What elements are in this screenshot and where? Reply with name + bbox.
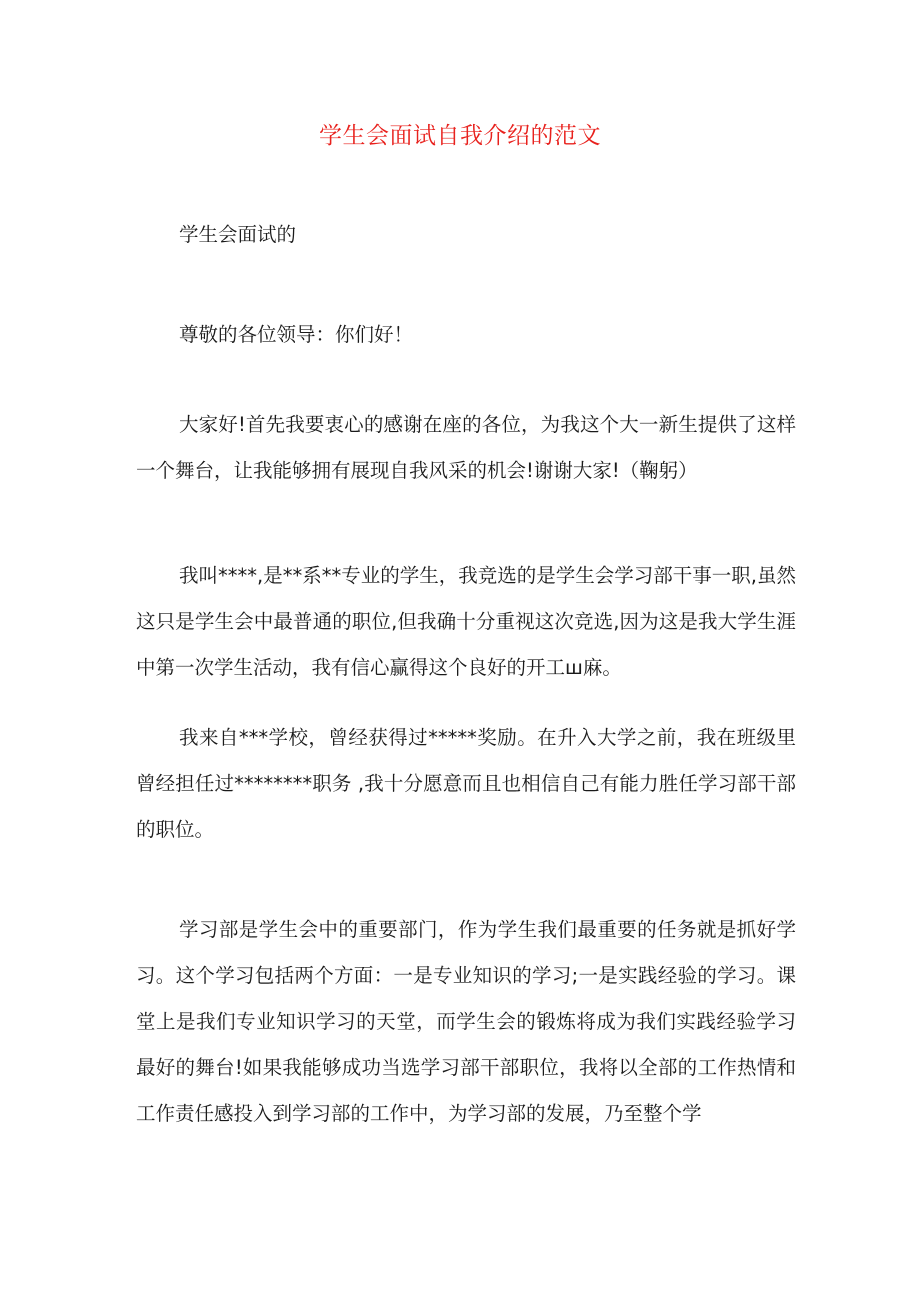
page-title: 学生会面试自我介绍的范文: [319, 123, 601, 149]
paragraph-greeting: 尊敬的各位领导：你们好！: [179, 323, 414, 346]
paragraph-study-department: 学习部是学生会中的重要部门，作为学生我们最重要的任务就是抓好学习。这个学习包括两个方面：一是专业知识的学习;一是实践经验的学习。课堂上是我们专业知识学习的天堂，而学生会的锻炼将成为我们实践经验学习最好的舞台!如果我能够成功当选学习部干部职位，我将以全部的工作热情和工作责任感投入到学习部的工作中，为学习部的发展，乃至整个学: [136, 918, 796, 1125]
paragraph-thanks: 大家好!首先我要衷心的感谢在座的各位，为我这个大一新生提供了这样一个舞台，让我能够拥有展现自我风采的机会!谢谢大家!（鞠躬）: [136, 413, 796, 482]
paragraph-background: 我来自***学校，曾经获得过*****奖励。在升入大学之前，我在班级里曾经担任过********职务 ,我十分愿意而且也相信自己有能力胜任学习部干部的职位。: [136, 726, 796, 841]
paragraph-heading: 学生会面试的: [179, 223, 297, 246]
paragraph-introduction: 我叫****,是**系**专业的学生，我竞选的是学生会学习部干事一职,虽然这只是学生会中最普通的职位,但我确十分重视这次竞选,因为这是我大学生涯中第一次学生活动，我有信心赢得这个良好的开工ш麻。: [136, 564, 796, 679]
